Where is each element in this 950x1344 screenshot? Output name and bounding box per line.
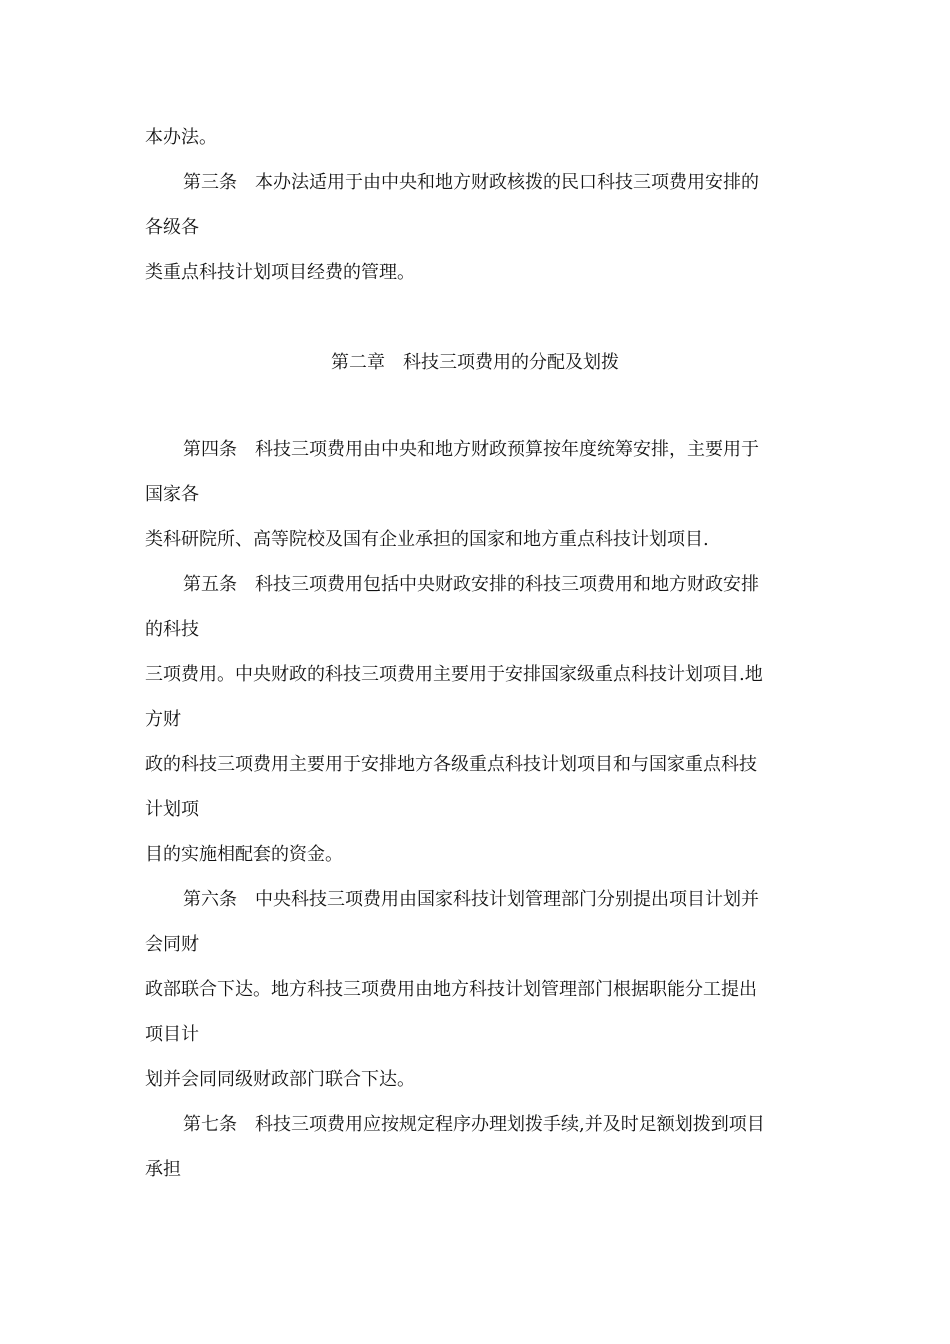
chapter-heading: 第二章 科技三项费用的分配及划拨: [331, 352, 619, 373]
text-line: 三项费用。中央财政的科技三项费用主要用于安排国家级重点科技计划项目.地: [145, 664, 763, 685]
text-line: 类科研院所、高等院校及国有企业承担的国家和地方重点科技计划项目.: [145, 529, 709, 550]
text-line: 目的实施相配套的资金。: [145, 844, 343, 865]
text-line: 政部联合下达。地方科技三项费用由地方科技计划管理部门根据职能分工提出: [145, 979, 757, 1000]
article-4-line: 第四条 科技三项费用由中央和地方财政预算按年度统筹安排，主要用于: [183, 439, 759, 460]
text-line: 方财: [145, 709, 181, 730]
article-5-line: 第五条 科技三项费用包括中央财政安排的科技三项费用和地方财政安排: [183, 574, 759, 595]
text-line: 各级各: [145, 217, 199, 238]
text-line: 类重点科技计划项目经费的管理。: [145, 262, 415, 283]
text-line: 会同财: [145, 934, 199, 955]
article-6-line: 第六条 中央科技三项费用由国家科技计划管理部门分别提出项目计划并: [183, 889, 759, 910]
text-line: 划并会同同级财政部门联合下达。: [145, 1069, 415, 1090]
text-line: 项目计: [145, 1024, 199, 1045]
text-line: 政的科技三项费用主要用于安排地方各级重点科技计划项目和与国家重点科技: [145, 754, 757, 775]
text-line: 国家各: [145, 484, 199, 505]
text-line: 本办法。: [145, 127, 217, 148]
text-line: 的科技: [145, 619, 199, 640]
article-7-line: 第七条 科技三项费用应按规定程序办理划拨手续,并及时足额划拨到项目: [183, 1114, 765, 1135]
article-3-line: 第三条 本办法适用于由中央和地方财政核拨的民口科技三项费用安排的: [183, 172, 759, 193]
text-line: 承担: [145, 1159, 181, 1180]
text-line: 计划项: [145, 799, 199, 820]
